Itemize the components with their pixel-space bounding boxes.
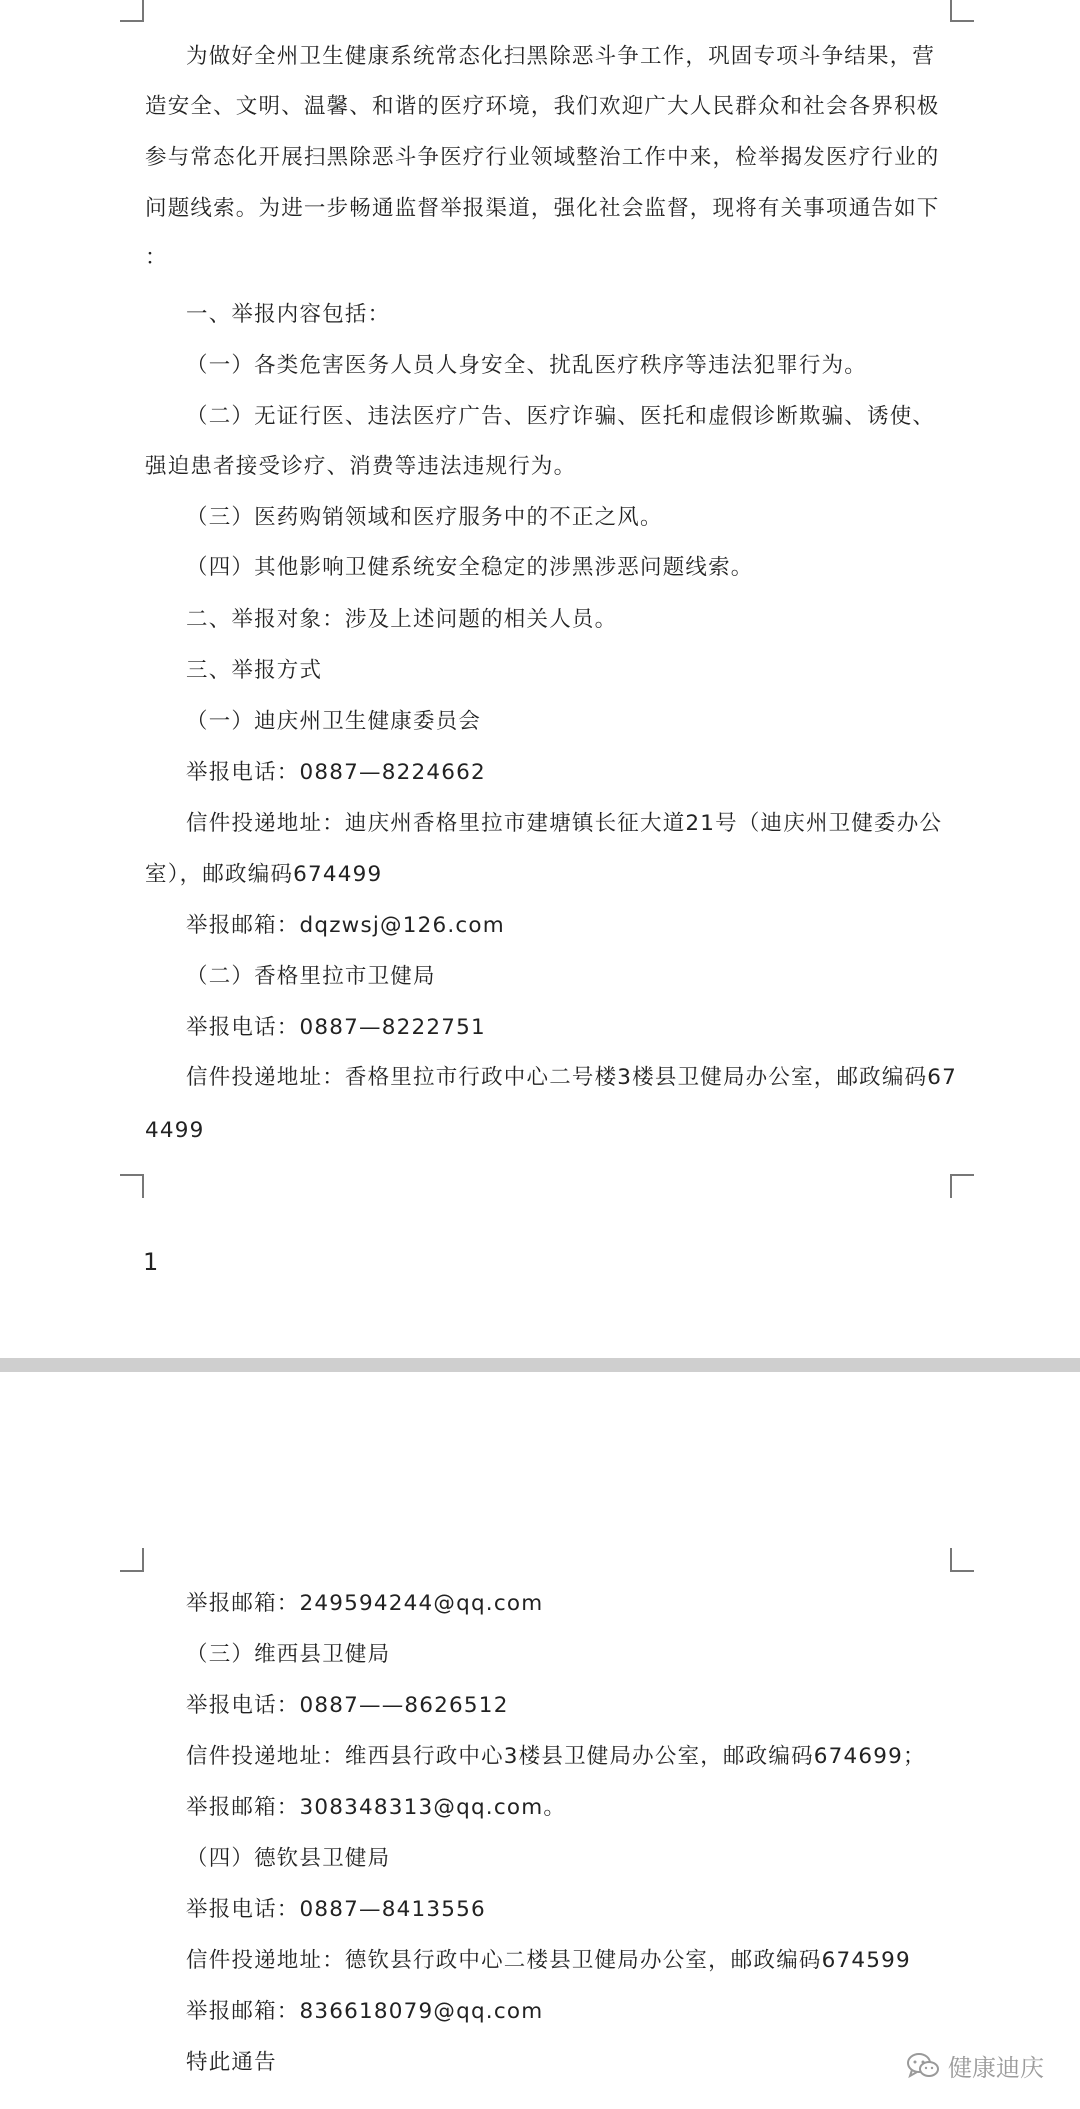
- crop-mark-top-right: [950, 1548, 974, 1572]
- org-4-phone: 举报电话：0887—8413556: [186, 1897, 486, 1922]
- intro-line-4: 问题线索。为进一步畅通监督举报渠道，强化社会监督，现将有关事项通告如下: [145, 196, 940, 221]
- crop-mark-top-left: [120, 0, 144, 22]
- intro-line-3: 参与常态化开展扫黑除恶斗争医疗行业领域整治工作中来，检举揭发医疗行业的: [145, 145, 940, 170]
- content-item-3: （三）医药购销领域和医疗服务中的不正之风。: [186, 505, 663, 530]
- org-3-email: 举报邮箱：308348313@qq.com。: [186, 1795, 567, 1820]
- section-2: 二、举报对象：涉及上述问题的相关人员。: [186, 607, 618, 632]
- org-2-phone: 举报电话：0887—8222751: [186, 1015, 486, 1040]
- org-3-address: 信件投递地址：维西县行政中心3楼县卫健局办公室，邮政编码674699；: [186, 1744, 926, 1769]
- org-1-address-line-1: 信件投递地址：迪庆州香格里拉市建塘镇长征大道21号（迪庆州卫健委办公: [186, 811, 943, 836]
- org-2-name: （二）香格里拉市卫健局: [186, 964, 436, 989]
- page-separator: [0, 1358, 1080, 1372]
- wechat-icon: [906, 2052, 940, 2080]
- watermark: [906, 2048, 1044, 2083]
- content-item-2-line-2: 强迫患者接受诊疗、消费等违法违规行为。: [145, 454, 577, 479]
- intro-line-2: 造安全、文明、温馨、和谐的医疗环境，我们欢迎广大人民群众和社会各界积极: [145, 94, 940, 119]
- org-4-name: （四）德钦县卫健局: [186, 1846, 391, 1871]
- org-3-phone: 举报电话：0887——8626512: [186, 1693, 509, 1718]
- closing-text: 特此通告: [186, 2050, 277, 2075]
- section-1-heading: 一、举报内容包括：: [186, 302, 391, 327]
- org-2-email: 举报邮箱：249594244@qq.com: [186, 1591, 544, 1616]
- org-3-name: （三）维西县卫健局: [186, 1642, 391, 1667]
- org-1-name: （一）迪庆州卫生健康委员会: [186, 709, 482, 734]
- org-1-email: 举报邮箱：dqzwsj@126.com: [186, 913, 505, 938]
- content-item-1: （一）各类危害医务人员人身安全、扰乱医疗秩序等违法犯罪行为。: [186, 353, 868, 378]
- page-number: 1: [143, 1248, 159, 1276]
- org-2-address-line-2: 4499: [145, 1118, 205, 1143]
- org-4-address: 信件投递地址：德钦县行政中心二楼县卫健局办公室，邮政编码674599: [186, 1948, 911, 1973]
- org-4-email: 举报邮箱：836618079@qq.com: [186, 1999, 544, 2024]
- crop-mark-top-right: [950, 0, 974, 22]
- document-page-2: [0, 1372, 1080, 2109]
- intro-line-1: 为做好全州卫生健康系统常态化扫黑除恶斗争工作，巩固专项斗争结果，营: [186, 44, 936, 69]
- section-3-heading: 三、举报方式: [186, 658, 323, 683]
- crop-mark-bottom-left: [120, 1174, 144, 1198]
- crop-mark-top-left: [120, 1548, 144, 1572]
- org-2-address-line-1: 信件投递地址：香格里拉市行政中心二号楼3楼县卫健局办公室，邮政编码67: [186, 1065, 958, 1090]
- crop-mark-bottom-right: [950, 1174, 974, 1198]
- org-1-address-line-2: 室），邮政编码674499: [145, 862, 383, 887]
- intro-line-5: ：: [145, 245, 168, 270]
- org-1-phone: 举报电话：0887—8224662: [186, 760, 486, 785]
- content-item-2-line-1: （二）无证行医、违法医疗广告、医疗诈骗、医托和虚假诊断欺骗、诱使、: [186, 404, 936, 429]
- content-item-4: （四）其他影响卫健系统安全稳定的涉黑涉恶问题线索。: [186, 555, 754, 580]
- watermark-text: 健康迪庆: [948, 2054, 1044, 2082]
